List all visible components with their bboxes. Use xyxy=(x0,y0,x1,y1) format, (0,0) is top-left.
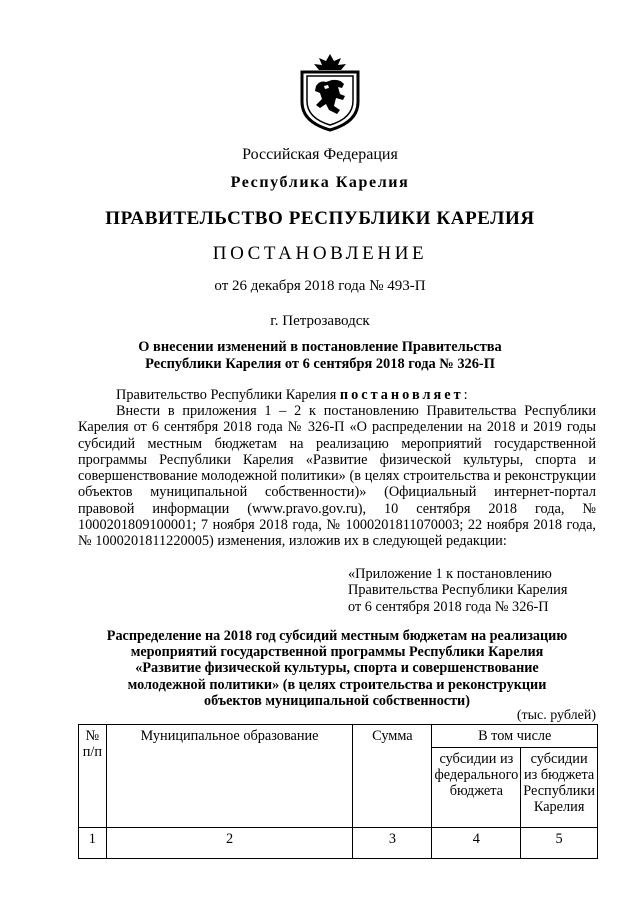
republic-name: Республика Карелия xyxy=(230,174,410,191)
intro-prefix: Правительство Республики Карелия xyxy=(116,387,340,403)
header-cell-federal: субсидии из федерального бюджета xyxy=(432,748,521,828)
document-city: г. Петрозаводск xyxy=(270,313,370,329)
document-subject xyxy=(0,339,640,373)
column-number-cell: 3 xyxy=(353,828,432,859)
header-cell-number: № п/п xyxy=(79,725,107,828)
units-label: (тыс. рублей) xyxy=(516,708,596,723)
intro-suffix: : xyxy=(463,387,468,403)
document-date-number: от 26 декабря 2018 года № 493-П xyxy=(214,278,426,294)
table-title-line: молодежной политики» (в целях строительства и реконструкции xyxy=(127,676,547,693)
table-title-line: «Развитие физической культуры, спорта и совершенствование xyxy=(135,660,539,677)
column-number-cell: 2 xyxy=(106,828,353,859)
appendix-line: от 6 сентября 2018 года № 326-П xyxy=(348,598,549,615)
appendix-reference xyxy=(348,566,598,615)
appendix-line: Правительства Республики Карелия xyxy=(348,582,568,599)
subject-line: О внесении изменений в постановление Правительства xyxy=(138,339,502,355)
column-number-cell: 1 xyxy=(79,828,107,859)
intro-paragraph xyxy=(78,387,596,403)
main-paragraph: Внести в приложения 1 – 2 к постановлению Правительства Республики Карелия от 6 сентября 2018 года № 326-П «О распределении на 2018 и 2019 годы субсидий местным бюджетам на реализацию мероприятий государственной программы Республики Карелия «Развитие физической культуры, спорта и совершенствование молодежной политики» (в целях строительства и реконструкции объектов муниципальной собственности)» (Официальный интернет-портал правовой информации (www.pravo.gov.ru), 10 сентября 2018 года, № 1000201809100001; 7 ноября 2018 года, № 1000201811070003; 22 ноября 2018 года, № 1000201811220005) изменения, изложив их в следующей редакции: xyxy=(78,403,596,550)
column-number-cell: 4 xyxy=(432,828,521,859)
karelia-coat-of-arms-icon xyxy=(296,52,364,132)
subject-line: Республики Карелия от 6 сентября 2018 года № 326-П xyxy=(145,356,495,372)
intro-decree-word: постановляет xyxy=(339,387,464,403)
table-title xyxy=(78,628,596,709)
table-header-row xyxy=(79,725,598,748)
column-number-cell: 5 xyxy=(521,828,598,859)
distribution-table xyxy=(78,724,598,859)
appendix-line: «Приложение 1 к постановлению xyxy=(348,566,552,582)
document-type: ПОСТАНОВЛЕНИЕ xyxy=(212,243,428,264)
government-title: ПРАВИТЕЛЬСТВО РЕСПУБЛИКИ КАРЕЛИЯ xyxy=(105,208,535,229)
header-cell-including: В том числе xyxy=(432,725,598,748)
header-cell-municipality: Муниципальное образование xyxy=(106,725,353,828)
header-cell-republic: субсидии из бюджета Республики Карелия xyxy=(521,748,598,828)
header-cell-sum: Сумма xyxy=(353,725,432,828)
table-row xyxy=(79,828,598,859)
table-title-line: объектов муниципальной собственности) xyxy=(204,692,470,709)
table-title-line: Распределение на 2018 год субсидий местным бюджетам на реализацию xyxy=(106,628,568,644)
table-title-line: мероприятий государственной программы Республики Карелия xyxy=(130,644,544,661)
country-name: Российская Федерация xyxy=(242,146,398,163)
